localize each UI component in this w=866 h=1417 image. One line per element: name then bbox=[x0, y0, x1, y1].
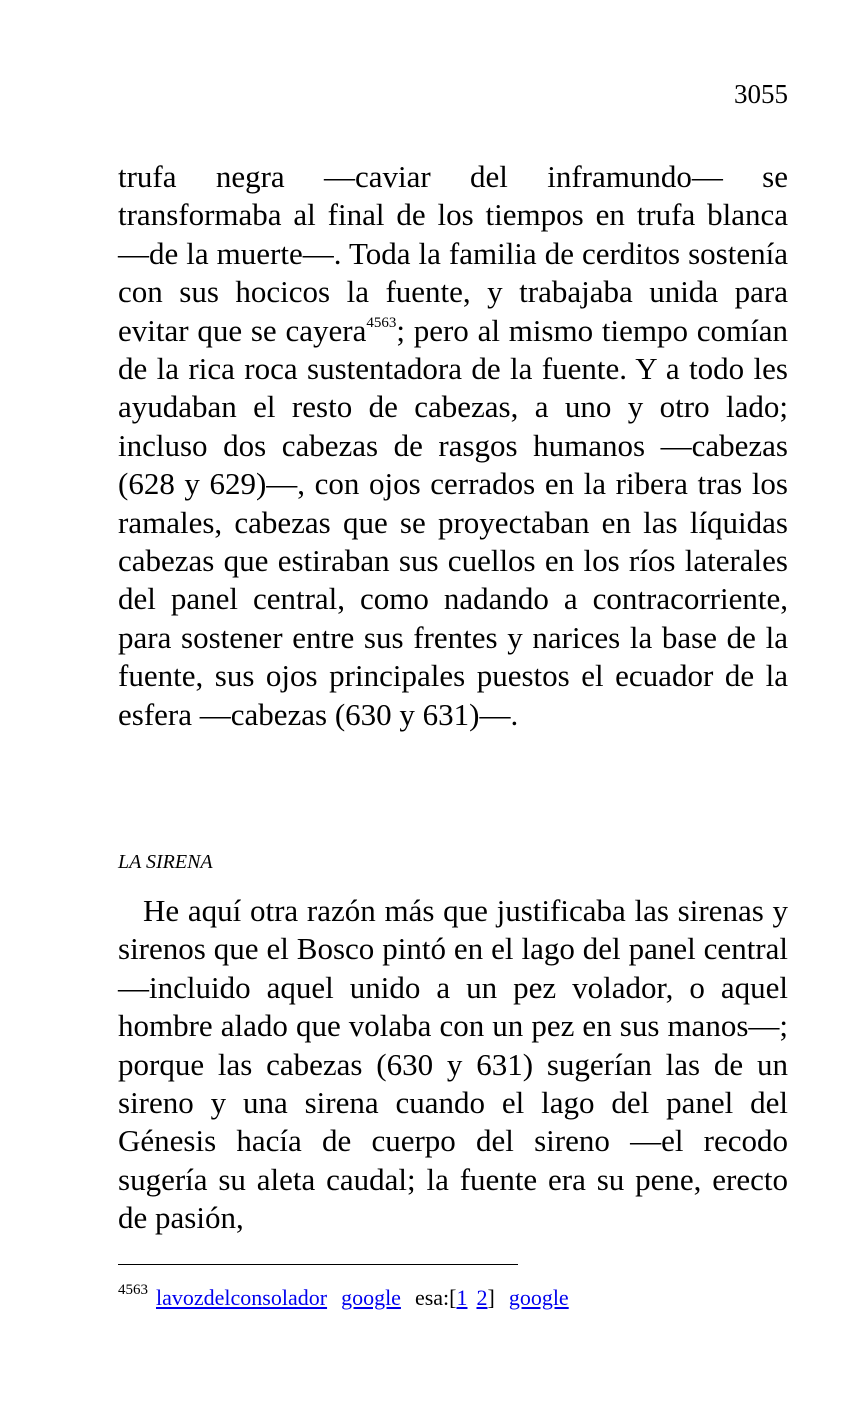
footnote-esa-close: ] bbox=[487, 1285, 495, 1310]
footnote-reference: 4563 bbox=[366, 315, 397, 332]
footnote-link-google[interactable]: google bbox=[341, 1285, 401, 1310]
footnote-link-esa-2[interactable]: 2 bbox=[476, 1285, 488, 1310]
paragraph-text: trufa negra —caviar del inframundo— se transformaba al final de los tiempos en trufa blanca —de la muerte—. Toda la familia de cerditos sostenía con sus hocicos la fuente, y trabajaba unida para evitar que se cayera bbox=[118, 159, 788, 348]
footnote-link-lavozdelconsolador[interactable]: lavozdelconsolador bbox=[156, 1285, 328, 1310]
section-heading: LA SIRENA bbox=[118, 851, 213, 873]
footnote-number: 4563 bbox=[118, 1281, 148, 1298]
body-paragraph bbox=[118, 158, 788, 734]
footnote-link-esa-1[interactable]: 1 bbox=[456, 1285, 468, 1310]
page-number: 3055 bbox=[734, 79, 788, 109]
paragraph-text-continued: ; pero al mismo tiempo comían de la rica roca sustentadora de la fuente. Y a todo les ayudaban el resto de cabezas, a uno y otro lado; incluso dos cabezas de rasgos humanos —cabezas (628 y 629)—, con ojos cerrados en la ribera tras los ramales, cabezas que se proyectaban en las líquidas cabezas que estiraban sus cuellos en los ríos laterales del panel central, como nadando a contracorriente, para sostener entre sus frentes y narices la base de la fuente, sus ojos principales puestos el ecuador de la esfera —cabezas (630 y 631)—. bbox=[118, 312, 788, 732]
footnote-esa-label: esa:[ bbox=[414, 1285, 457, 1310]
body-paragraph-2: He aquí otra razón más que justificaba las sirenas y sirenos que el Bosco pintó en el lago del panel central —incluido aquel unido a un pez volador, o aquel hombre alado que volaba con un pez en sus manos—; porque las cabezas (630 y 631) sugerían las de un sireno y una sirena cuando el lago del panel del Génesis hacía de cuerpo del sireno —el recodo sugería su aleta caudal; la fuente era su pene, erecto de pasión, bbox=[118, 893, 788, 1236]
footnote bbox=[118, 1283, 788, 1313]
footnote-link-google-2[interactable]: google bbox=[508, 1285, 569, 1310]
footnote-divider bbox=[118, 1264, 518, 1265]
